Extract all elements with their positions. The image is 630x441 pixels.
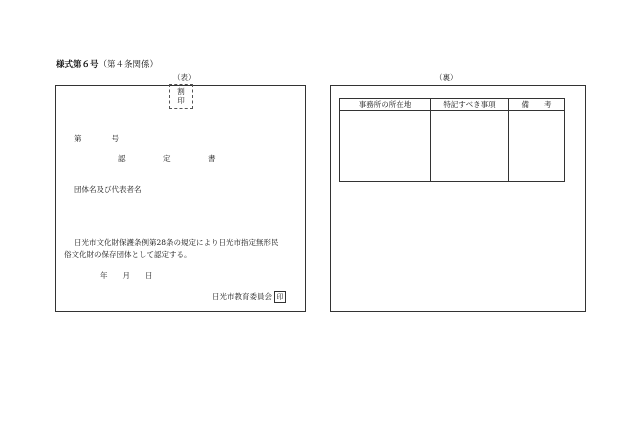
issuer-name: 日光市教育委員会 xyxy=(212,292,272,301)
certificate-number-label: 第 号 xyxy=(74,134,119,143)
cell-remarks xyxy=(509,111,565,182)
tally-seal-text: 割印 xyxy=(177,87,185,105)
date-label: 年 月 日 xyxy=(100,271,153,280)
tally-seal-box xyxy=(169,84,193,109)
header-special-notes: 特記すべき事項 xyxy=(431,99,509,111)
header-office-location: 事務所の所在地 xyxy=(340,99,431,111)
certificate-body-line-2: 俗文化財の保存団体として認定する。 xyxy=(64,250,192,259)
back-side-label: （裏） xyxy=(435,73,458,82)
front-side-label: （表） xyxy=(173,73,196,82)
table-row xyxy=(340,111,565,182)
header-remarks: 備 考 xyxy=(509,99,565,111)
certificate-title: 認 定 書 xyxy=(118,154,216,163)
cell-office-location xyxy=(340,111,431,182)
organization-label: 団体名及び代表者名 xyxy=(74,185,142,194)
official-stamp-mark: 印 xyxy=(274,291,286,303)
back-info-table xyxy=(339,98,565,182)
form-article-ref: （第４条関係） xyxy=(98,60,159,70)
issuer-line xyxy=(212,291,286,303)
cell-special-notes xyxy=(431,111,509,182)
form-number: 様式第６号 xyxy=(56,60,99,70)
front-panel xyxy=(55,85,306,312)
form-title xyxy=(56,58,158,70)
table-header-row xyxy=(340,99,565,111)
certificate-body-line-1: 日光市文化財保護条例第28条の規定により日光市指定無形民 xyxy=(74,238,279,247)
